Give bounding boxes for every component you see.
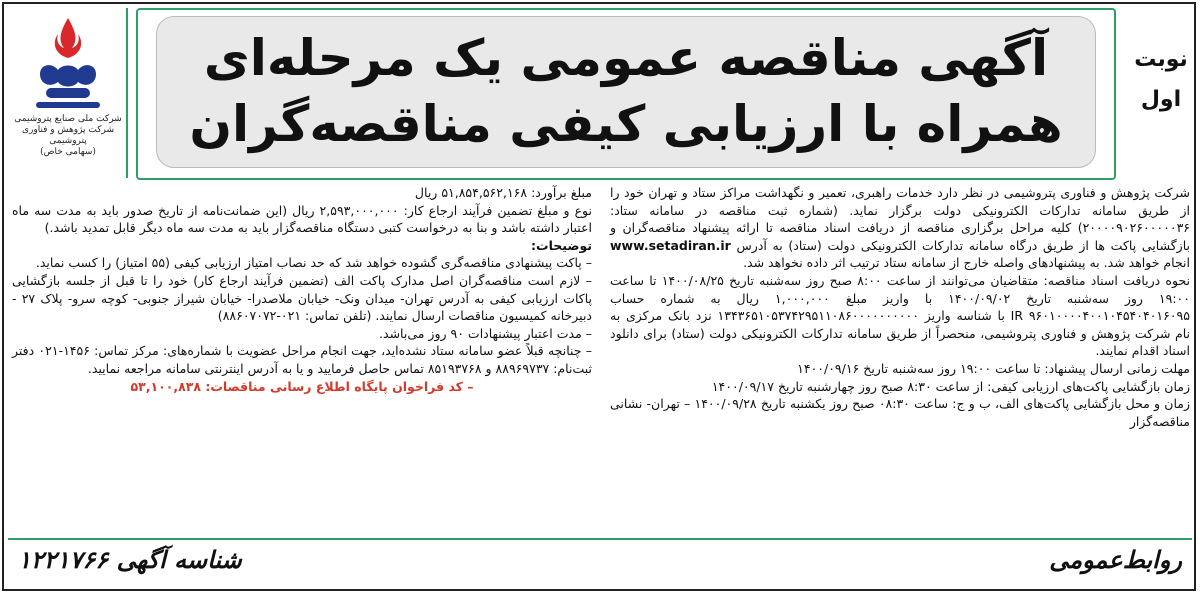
- turn-line-1: نوبت: [1134, 47, 1188, 72]
- logo-caption-3: (سهامی خاص): [40, 147, 96, 157]
- guarantee: نوع و مبلغ تضمین فرآیند ارجاع کار: ۲,۵۹۳,۰۰۰,۰۰۰ ریال (این ضمانت‌نامه از تاریخ صدور باید به مدت سه ماه اعتبار داشته باشد و بنا به درخواست کتبی دستگاه مناقصه‌گزار باید به مدت سه ماه دیگر قابل تمدید باشد.): [12, 202, 592, 236]
- note-4: – چنانچه قبلاً عضو سامانه ستاد نشده‌اید، جهت انجام مراحل عضویت با شماره‌های: مرکز تماس: ۱۴۵۶-۰۲۱ دفتر ثبت‌نام: ۸۸۹۶۹۷۳۷ و ۸۵۱۹۳۷۶۸ تماس حاصل فرمایید و یا به آدرس اینترنتی سامانه مراجعه نمایید.: [12, 343, 592, 376]
- ad-id: شناسه آگهی ۱۲۲۱۷۶۶: [18, 546, 242, 574]
- left-column: [12, 184, 592, 395]
- intro-paragraph: [610, 184, 1190, 272]
- estimate: مبلغ برآورد: ۵۱,۸۵۴,۵۶۲,۱۶۸ ریال: [414, 185, 592, 200]
- note-3: – مدت اعتبار پیشنهادات ۹۰ روز می‌باشد.: [379, 325, 592, 341]
- note-2: – لازم است مناقصه‌گران اصل مدارک پاکت الف (تضمین فرآیند ارجاع کار) خود را تا قبل از جلسه بازگشایی پاکات ارزیابی کیفی به آدرس تهران- میدان ونک- خیابان ملاصدرا- خیابان شیراز جنوبی- کوچه سرو- پلاک ۲۷ - دبیرخانه کمیسیون مناقصات ارسال نمایند. (تلفن تماس: ۰۲۱-۸۸۶۰۷۰۷۲): [12, 272, 592, 324]
- website-link[interactable]: www.setadiran.ir: [610, 237, 731, 253]
- logo-caption-2: شرکت پژوهش و فناوری پتروشیمی: [21, 125, 115, 146]
- footer-bar: [8, 538, 1192, 586]
- publication-turn: [1130, 40, 1192, 120]
- title-line-1: آگهی مناقصه عمومی یک مرحله‌ای: [203, 29, 1049, 87]
- tender-code: – کد فراخوان پایگاه اطلاع رسانی مناقصات: ۵۳,۱۰۰,۸۳۸: [130, 378, 474, 394]
- ad-title: [156, 16, 1096, 168]
- notes-title: توضیحات:: [531, 237, 592, 253]
- company-logo: [10, 8, 128, 178]
- intro-text: شرکت پژوهش و فناوری پتروشیمی در نظر دارد خدمات راهبری، تعمیر و نگهداشت مراکز ستاد و تهران خود را از طریق سامانه تدارکات الکترونیکی دولت برگزار نماید. (شماره ثبت مناقصه در سامانه ستاد: ۲۰۰۰۰۹۰۲۶۰۰۰۰۰۳۶) کلیه مراحل برگزاری مناقصه از دریافت اسناد مناقصه تا ارائه پیشنهاد مناقصه‌گران و بازگشایی پاکت ها از طریق درگاه سامانه تدارکات الکترونیکی دولت (ستاد) به آدرس: [610, 185, 1190, 253]
- quality-opening: زمان بازگشایی پاکت‌های ارزیابی کیفی: از ساعت ۸:۳۰ صبح روز چهارشنبه تاریخ ۱۴۰۰/۰۹/۱۷: [711, 378, 1190, 394]
- intro-end-text: انجام خواهد شد. به پیشنهادهای واصله خارج از سامانه ستاد ترتیب اثر داده نخواهد شد.: [743, 255, 1190, 271]
- receive-docs: نحوه دریافت اسناد مناقصه: متقاضیان می‌توانند از ساعت ۸:۰۰ صبح روز سه‌شنبه تاریخ ۱۴۰۰/۰۸/۲۵ تا ساعت ۱۹:۰۰ روز سه‌شنبه تاریخ ۱۴۰۰/۰۹/۰۲ با واریز مبلغ ۱,۰۰۰,۰۰۰ ریال به شماره حساب ۹۶۰۱۰۰۰۰۴۰۰۱۰۴۵۴۰۴۰۱۶۰۹۵ IR با شناسه واریز ۱۳۴۳۶۵۱۰۵۳۷۴۲۹۵۱۱۰۸۶۰۰۰۰۰۰۰۰۰۰ نزد بانک مرکزی به نام شرکت پژوهش و فناوری پتروشیمی، منحصراً از طریق سامانه تدارکات الکترونیکی دولت (ستاد) برای دانلود اسناد اقدام نمایند.: [610, 272, 1190, 359]
- public-relations: روابط‌عمومی: [1049, 546, 1182, 574]
- deadline: مهلت زمانی ارسال پیشنهاد: تا ساعت ۱۹:۰۰ روز سه‌شنبه تاریخ ۱۴۰۰/۰۹/۱۶: [797, 360, 1190, 376]
- title-line-2: همراه با ارزیابی کیفی مناقصه‌گران: [189, 95, 1063, 153]
- note-1: – پاکت پیشنهادی مناقصه‌گری گشوده خواهد شد که حد نصاب امتیاز ارزیابی کیفی (۵۵ امتیاز) را کسب نماید.: [35, 255, 592, 271]
- turn-line-2: اول: [1140, 87, 1182, 112]
- envelopes-opening: زمان و محل بازگشایی پاکت‌های الف، ب و ج: ساعت ۰۸:۳۰ صبح روز یکشنبه تاریخ ۱۴۰۰/۰۹/۲۸ – تهران- نشانی مناقصه‌گزار: [610, 396, 1191, 429]
- right-column: [610, 184, 1190, 430]
- petrochemical-logo-icon: [28, 14, 108, 114]
- logo-caption-1: شرکت ملی صنایع پتروشیمی: [14, 114, 122, 124]
